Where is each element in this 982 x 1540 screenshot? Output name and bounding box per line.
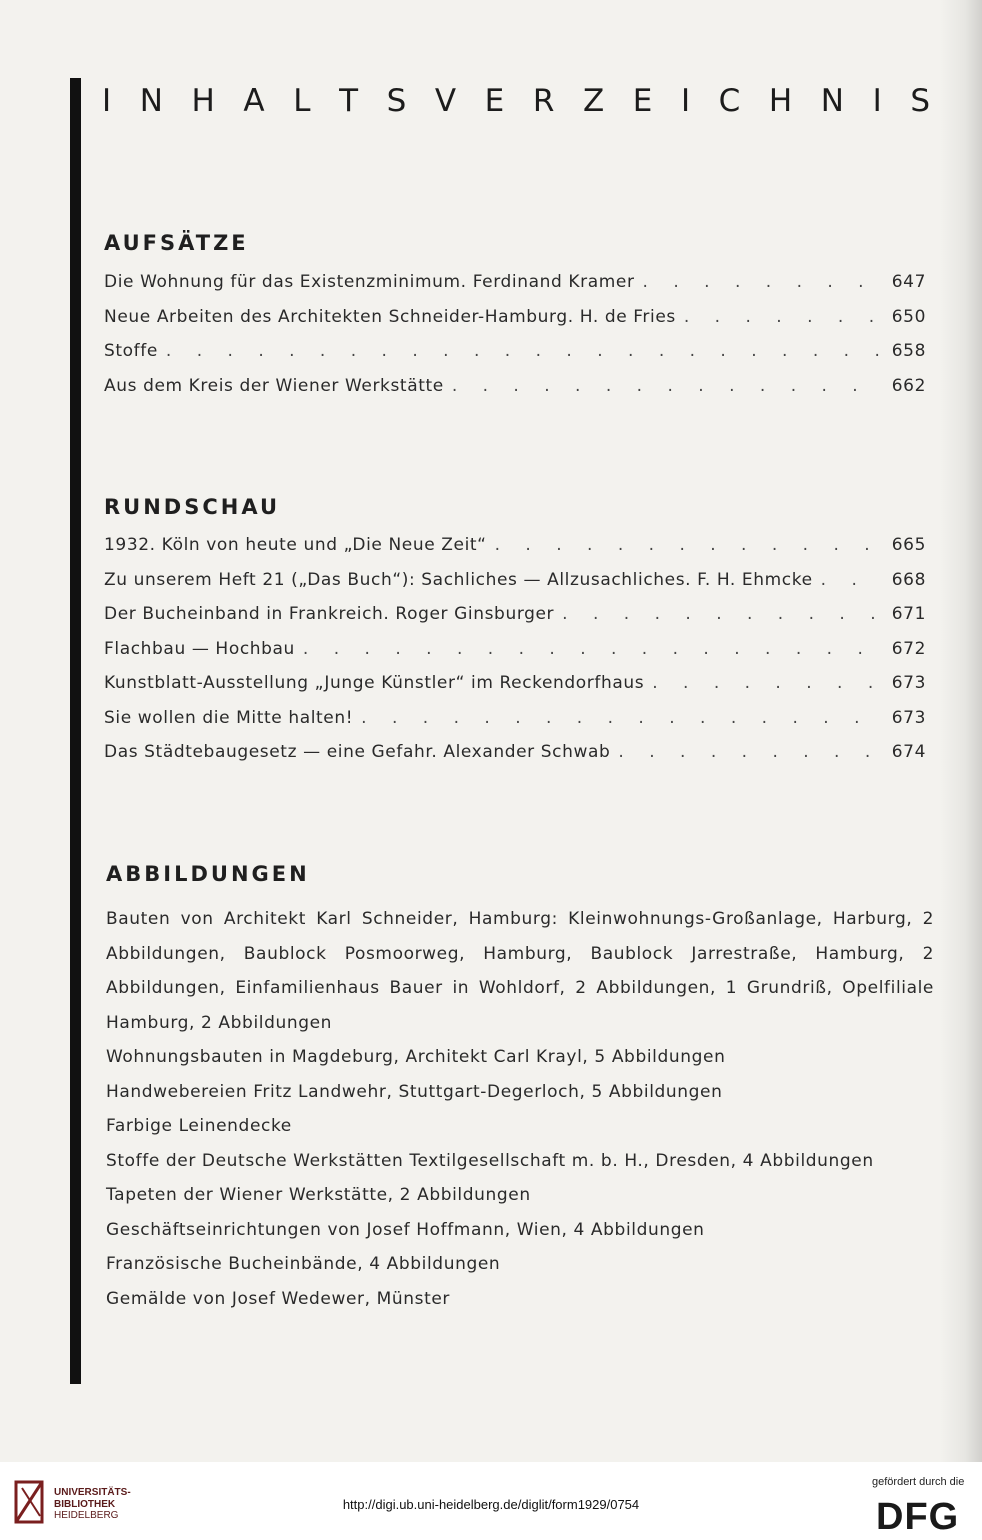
title-letter: C xyxy=(718,83,741,119)
toc-entry-title: Das Städtebaugesetz — eine Gefahr. Alexander Schwab xyxy=(104,742,611,762)
illustration-entry: Bauten von Architekt Karl Schneider, Hamburg: Kleinwohnungs-Großanlage, Harburg, 2 Abbildungen, Baublock Posmoorweg, Hamburg, Baublock Jarrestraße, Hamburg, 2 Abbildungen, Einfamilienhaus Bauer in Wohldorf, 2 Abbildungen, 1 Grundriß, Opelfiliale Hamburg, 2 Abbildungen xyxy=(106,909,934,1033)
title-letter: I xyxy=(680,83,691,119)
toc-entry xyxy=(104,639,926,674)
title-letter: S xyxy=(910,83,930,119)
toc-entry xyxy=(104,742,926,777)
title-letter: E xyxy=(484,83,505,119)
toc-entry-title: Sie wollen die Mitte halten! xyxy=(104,707,354,728)
title-letter: S xyxy=(386,83,407,119)
page-title xyxy=(102,76,930,126)
title-letter: I xyxy=(872,83,882,119)
dot-leader xyxy=(618,742,882,762)
illustration-entry: Geschäftseinrichtungen von Josef Hoffmann, Wien, 4 Abbildungen xyxy=(106,1219,705,1240)
toc-entry-page: 671 xyxy=(891,604,926,624)
illustration-entry: Stoffe der Deutsche Werkstätten Textilgesellschaft m. b. H., Dresden, 4 Abbildungen xyxy=(106,1150,874,1171)
page-fold-shadow xyxy=(940,0,982,1462)
section-heading-abbildungen: ABBILDUNGEN xyxy=(106,862,310,886)
source-url-link[interactable]: http://digi.ub.uni-heidelberg.de/diglit/form1929/0754 xyxy=(342,1497,640,1512)
illustration-entry: Französische Bucheinbände, 4 Abbildungen xyxy=(106,1254,501,1274)
toc-entry xyxy=(104,673,926,708)
toc-entry-title: Aus dem Kreis der Wiener Werkstätte xyxy=(104,375,444,396)
dot-leader xyxy=(495,535,882,555)
toc-entry-page: 673 xyxy=(891,707,926,728)
title-letter: H xyxy=(768,83,793,119)
title-letter: H xyxy=(191,83,215,119)
library-name-line: HEIDELBERG xyxy=(54,1510,119,1521)
title-letter: I xyxy=(102,83,112,119)
toc-entry-page: 672 xyxy=(891,638,926,659)
illustration-entry: Gemälde von Josef Wedewer, Münster xyxy=(106,1288,451,1309)
dot-leader xyxy=(684,307,882,327)
toc-entry-page: 674 xyxy=(891,742,926,762)
dot-leader xyxy=(821,570,882,590)
toc-entry xyxy=(104,272,926,307)
title-letter: T xyxy=(339,83,358,119)
toc-entry-title: Kunstblatt-Ausstellung „Junge Künstler“ im Reckendorfhaus xyxy=(104,673,645,693)
toc-entry-page: 673 xyxy=(891,673,926,693)
title-letter: L xyxy=(293,83,311,119)
dot-leader xyxy=(303,639,882,659)
left-black-rule xyxy=(70,78,81,1384)
toc-entry xyxy=(104,570,926,605)
dot-leader xyxy=(166,341,882,361)
dot-leader xyxy=(361,708,882,728)
toc-entry-page: 650 xyxy=(891,306,926,327)
title-letter: R xyxy=(532,83,555,119)
funding-caption: gefördert durch die xyxy=(872,1476,965,1488)
toc-entry-title: Der Bucheinband in Frankreich. Roger Ginsburger xyxy=(104,604,555,624)
toc-entry-title: Stoffe xyxy=(104,341,158,361)
abbildungen-list xyxy=(106,902,934,1316)
illustration-entry: Farbige Leinendecke xyxy=(106,1116,292,1136)
aufsaetze-toc xyxy=(104,272,926,410)
toc-entry xyxy=(104,376,926,411)
illustration-entry: Handwebereien Fritz Landwehr, Stuttgart-Degerloch, 5 Abbildungen xyxy=(106,1081,723,1102)
toc-entry xyxy=(104,307,926,342)
toc-entry-page: 662 xyxy=(891,375,926,396)
toc-entry-page: 658 xyxy=(891,341,926,361)
title-letter: E xyxy=(632,83,653,119)
toc-entry-page: 665 xyxy=(891,535,926,555)
dot-leader xyxy=(652,673,882,693)
dot-leader xyxy=(452,376,882,396)
dot-leader xyxy=(562,604,882,624)
toc-entry-title: Zu unserem Heft 21 („Das Buch“): Sachliches — Allzusachliches. F. H. Ehmcke xyxy=(104,569,813,590)
title-letter: A xyxy=(243,83,265,119)
toc-entry xyxy=(104,341,926,376)
toc-entry xyxy=(104,535,926,570)
toc-entry-title: Flachbau — Hochbau xyxy=(104,638,295,659)
library-name-line: UNIVERSITÄTS- xyxy=(54,1487,131,1498)
dfg-logo: DFG xyxy=(876,1496,960,1538)
section-heading-aufsaetze: AUFSÄTZE xyxy=(104,231,249,255)
section-heading-rundschau: RUNDSCHAU xyxy=(104,495,280,519)
title-letter: Z xyxy=(582,83,605,119)
dot-leader xyxy=(643,272,882,292)
illustration-entry: Tapeten der Wiener Werkstätte, 2 Abbildungen xyxy=(106,1185,531,1205)
toc-entry xyxy=(104,604,926,639)
toc-entry-page: 647 xyxy=(891,272,926,292)
toc-entry xyxy=(104,708,926,743)
rundschau-toc xyxy=(104,535,926,777)
title-letter: N xyxy=(820,83,844,119)
toc-entry-page: 668 xyxy=(891,569,926,590)
library-name-line: BIBLIOTHEK xyxy=(54,1498,116,1510)
title-letter: V xyxy=(434,83,457,119)
toc-entry-title: 1932. Köln von heute und „Die Neue Zeit“ xyxy=(104,535,487,555)
toc-entry-title: Die Wohnung für das Existenzminimum. Ferdinand Kramer xyxy=(104,272,635,292)
illustration-entry: Wohnungsbauten in Magdeburg, Architekt Carl Krayl, 5 Abbildungen xyxy=(106,1047,726,1067)
title-letter: N xyxy=(139,83,163,119)
toc-entry-title: Neue Arbeiten des Architekten Schneider-Hamburg. H. de Fries xyxy=(104,306,676,327)
